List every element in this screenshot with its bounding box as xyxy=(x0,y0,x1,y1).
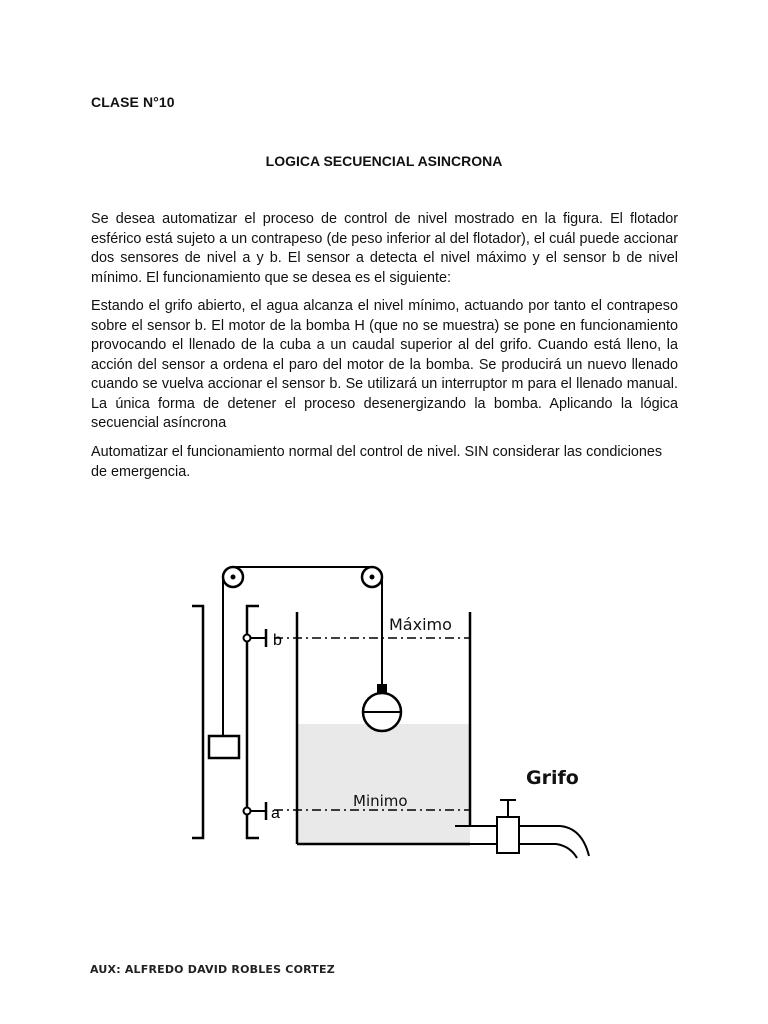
tank-water xyxy=(297,724,470,844)
paragraph-intro: Se desea automatizar el proceso de control de nivel mostrado en la figura. El flotador esférico está sujeto a un contrapeso (de peso inferior al del flotador), el cuál puede accionar dos sensores de nivel a y b. El sensor a detecta el nivel máximo y el sensor b de nivel mínimo. El funcionamiento que se desea es el siguiente: xyxy=(91,211,678,286)
paragraph-task: Automatizar el funcionamiento normal del control de nivel. SIN considerar las condiciones de emergencia. xyxy=(91,444,663,480)
class-title: CLASE N°10 xyxy=(91,94,175,110)
paragraph-operation: Estando el grifo abierto, el agua alcanza el nivel mínimo, actuando por tanto el contrapeso sobre el sensor b. El motor de la bomba H (que no se muestra) se pone en funcionamiento provocando el llenado de la cuba a un caudal superior al del grifo. Cuando está lleno, la acción del sensor a ordena el paro del motor de la bomba. Se producirá un nuevo llenado cuando se vuelva accionar el sensor b. Se utilizará un interruptor m para el llenado manual. La única forma de detener el proceso desenergizando la bomba. Aplicando la lógica secuencial asíncrona xyxy=(91,298,678,431)
pulley-right xyxy=(362,567,382,587)
counterweight xyxy=(209,736,239,758)
level-control-diagram xyxy=(0,540,768,870)
pulley-left xyxy=(223,567,243,587)
tap-valve xyxy=(497,800,589,858)
outer-bracket xyxy=(192,606,203,838)
sensor-a-label: a xyxy=(271,805,280,822)
tap-label: Grifo xyxy=(526,767,579,789)
document-title: LOGICA SECUENCIAL ASINCRONA xyxy=(265,153,503,169)
footer-author: AUX: ALFREDO DAVID ROBLES CORTEZ xyxy=(90,963,335,976)
float-ball xyxy=(363,684,401,731)
sensor-b-label: b xyxy=(273,632,282,649)
min-level-label: Minimo xyxy=(353,792,408,810)
max-level-label: Máximo xyxy=(389,615,452,634)
